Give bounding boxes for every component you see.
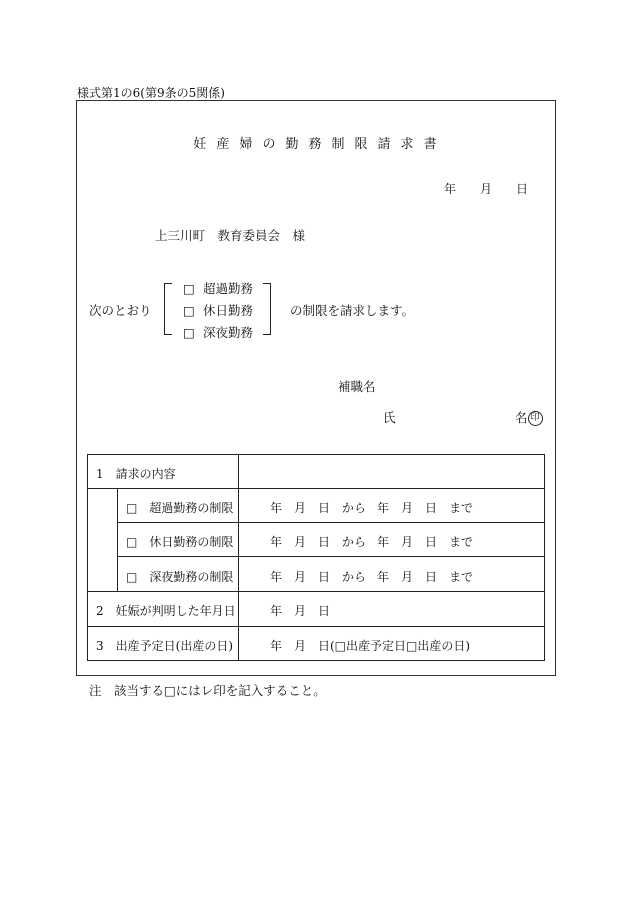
title-char: 限: [354, 137, 368, 152]
title-char: 請: [377, 137, 391, 152]
seal-icon: 印: [528, 411, 543, 426]
row-request-content-label: 1 請求の内容: [96, 467, 176, 481]
option-holiday[interactable]: [183, 301, 253, 319]
row-due-date-label: 3 出産予定日(出産の日): [96, 639, 233, 653]
option-label: 休日勤務: [203, 303, 254, 318]
footnote: 注 該当する□にはレ印を記入すること。: [89, 683, 326, 698]
title-char: 書: [423, 137, 437, 152]
form-number-label: 様式第1の6(第9条の5関係): [77, 86, 225, 100]
lead-text: 次のとおり: [89, 303, 152, 318]
sub-row-overtime-period[interactable]: 年 月 日 から 年 月 日 まで: [270, 501, 474, 515]
title-char: 妊: [193, 137, 207, 152]
request-text: の制限を請求します。: [290, 303, 415, 318]
form-title: [0, 133, 630, 152]
request-details-table: [87, 454, 545, 661]
left-bracket: [164, 283, 172, 335]
submission-date[interactable]: [444, 180, 528, 197]
right-bracket: [263, 283, 271, 335]
row-pregnancy-date-label: 2 妊娠が判明した年月日: [96, 604, 236, 618]
option-label: 深夜勤務: [203, 325, 254, 340]
sub-row-overtime-label[interactable]: □ 超過勤務の制限: [126, 501, 234, 515]
name-label-shi: 氏: [383, 410, 396, 425]
name-mei-text: 名: [515, 410, 528, 425]
checkbox-icon[interactable]: □: [183, 325, 195, 340]
name-label-mei: [515, 408, 543, 426]
title-char: 産: [216, 137, 230, 152]
date-year: 年: [444, 182, 457, 196]
option-label: 超過勤務: [203, 281, 254, 296]
title-char: 務: [308, 137, 322, 152]
title-char: 求: [400, 137, 414, 152]
title-char: 勤: [285, 137, 299, 152]
checkbox-icon[interactable]: □: [183, 281, 195, 296]
sub-row-holiday-period[interactable]: 年 月 日 から 年 月 日 まで: [270, 535, 474, 549]
date-day: 日: [516, 182, 529, 196]
checkbox-icon[interactable]: □: [183, 303, 195, 318]
option-night[interactable]: [183, 323, 253, 341]
addressee: 上三川町 教育委員会 様: [155, 228, 306, 243]
sub-row-night-label[interactable]: □ 深夜勤務の制限: [126, 570, 234, 584]
date-month: 月: [480, 182, 493, 196]
sub-row-holiday-label[interactable]: □ 休日勤務の制限: [126, 535, 234, 549]
row-due-date-value[interactable]: 年 月 日(□出産予定日□出産の日): [270, 639, 471, 653]
position-label: 補職名: [338, 379, 376, 394]
option-overtime[interactable]: [183, 279, 253, 297]
title-char: の: [262, 137, 276, 152]
sub-row-night-period[interactable]: 年 月 日 から 年 月 日 まで: [270, 570, 474, 584]
title-char: 制: [331, 137, 345, 152]
row-pregnancy-date-value[interactable]: 年 月 日: [270, 604, 331, 618]
title-char: 婦: [239, 137, 253, 152]
